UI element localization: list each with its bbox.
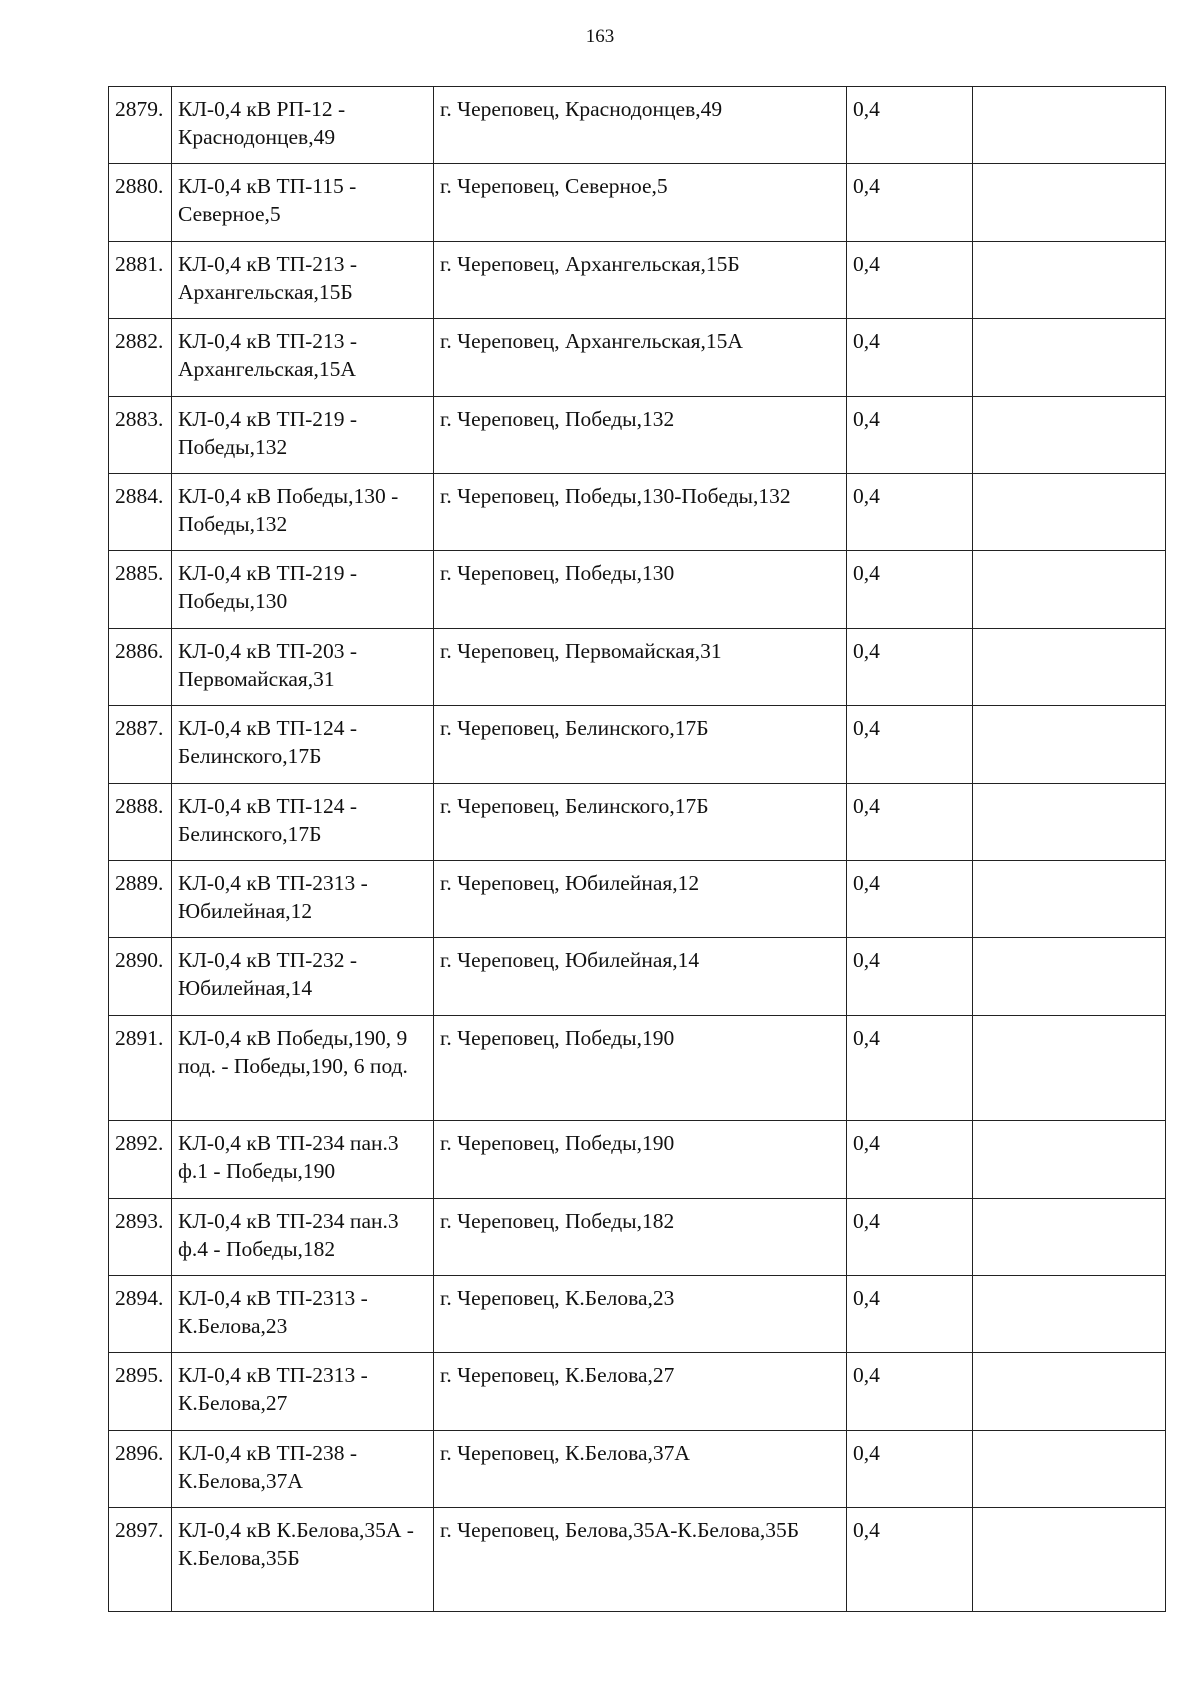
extra-cell (973, 1275, 1166, 1352)
table-row (109, 164, 1166, 241)
row-number: 2885. (109, 551, 172, 628)
row-number: 2897. (109, 1508, 172, 1612)
line-name: КЛ-0,4 кВ Победы,130 - Победы,132 (172, 473, 434, 550)
table-row (109, 1275, 1166, 1352)
table-row (109, 319, 1166, 396)
address: г. Череповец, Победы,130-Победы,132 (434, 473, 847, 550)
line-name: КЛ-0,4 кВ ТП-124 - Белинского,17Б (172, 783, 434, 860)
row-number: 2895. (109, 1353, 172, 1430)
registry-table (108, 86, 1166, 1612)
extra-cell (973, 87, 1166, 164)
table-row (109, 473, 1166, 550)
table-row (109, 628, 1166, 705)
table-row (109, 551, 1166, 628)
address: г. Череповец, Белинского,17Б (434, 783, 847, 860)
voltage: 0,4 (847, 1015, 973, 1121)
address: г. Череповец, Победы,130 (434, 551, 847, 628)
voltage: 0,4 (847, 706, 973, 783)
voltage: 0,4 (847, 1353, 973, 1430)
extra-cell (973, 1508, 1166, 1612)
row-number: 2882. (109, 319, 172, 396)
voltage: 0,4 (847, 1275, 973, 1352)
extra-cell (973, 1353, 1166, 1430)
voltage: 0,4 (847, 938, 973, 1015)
page-number: 163 (585, 26, 615, 47)
voltage: 0,4 (847, 241, 973, 318)
line-name: КЛ-0,4 кВ РП-12 - Краснодонцев,49 (172, 87, 434, 164)
line-name: КЛ-0,4 кВ ТП-2313 - Юбилейная,12 (172, 860, 434, 937)
extra-cell (973, 860, 1166, 937)
row-number: 2883. (109, 396, 172, 473)
line-name: КЛ-0,4 кВ ТП-234 пан.3 ф.1 - Победы,190 (172, 1121, 434, 1198)
address: г. Череповец, Архангельская,15А (434, 319, 847, 396)
voltage: 0,4 (847, 396, 973, 473)
voltage: 0,4 (847, 473, 973, 550)
voltage: 0,4 (847, 551, 973, 628)
extra-cell (973, 396, 1166, 473)
row-number: 2881. (109, 241, 172, 318)
line-name: КЛ-0,4 кВ ТП-213 - Архангельская,15А (172, 319, 434, 396)
voltage: 0,4 (847, 87, 973, 164)
table-row (109, 1430, 1166, 1507)
address: г. Череповец, К.Белова,27 (434, 1353, 847, 1430)
row-number: 2880. (109, 164, 172, 241)
voltage: 0,4 (847, 164, 973, 241)
address: г. Череповец, Архангельская,15Б (434, 241, 847, 318)
line-name: КЛ-0,4 кВ ТП-232 - Юбилейная,14 (172, 938, 434, 1015)
table-row (109, 706, 1166, 783)
extra-cell (973, 783, 1166, 860)
line-name: КЛ-0,4 кВ ТП-219 - Победы,130 (172, 551, 434, 628)
table-row (109, 1121, 1166, 1198)
voltage: 0,4 (847, 1430, 973, 1507)
table-row (109, 396, 1166, 473)
row-number: 2888. (109, 783, 172, 860)
voltage: 0,4 (847, 628, 973, 705)
address: г. Череповец, Северное,5 (434, 164, 847, 241)
row-number: 2893. (109, 1198, 172, 1275)
extra-cell (973, 241, 1166, 318)
table-row (109, 783, 1166, 860)
line-name: КЛ-0,4 кВ ТП-115 - Северное,5 (172, 164, 434, 241)
extra-cell (973, 473, 1166, 550)
address: г. Череповец, К.Белова,23 (434, 1275, 847, 1352)
address: г. Череповец, Победы,182 (434, 1198, 847, 1275)
address: г. Череповец, Юбилейная,12 (434, 860, 847, 937)
line-name: КЛ-0,4 кВ ТП-234 пан.3 ф.4 - Победы,182 (172, 1198, 434, 1275)
extra-cell (973, 1121, 1166, 1198)
row-number: 2891. (109, 1015, 172, 1121)
row-number: 2890. (109, 938, 172, 1015)
voltage: 0,4 (847, 783, 973, 860)
address: г. Череповец, Краснодонцев,49 (434, 87, 847, 164)
extra-cell (973, 164, 1166, 241)
row-number: 2879. (109, 87, 172, 164)
line-name: КЛ-0,4 кВ Победы,190, 9 под. - Победы,190, 6 под. (172, 1015, 434, 1121)
table-row (109, 1198, 1166, 1275)
table-row (109, 1015, 1166, 1121)
voltage: 0,4 (847, 1198, 973, 1275)
voltage: 0,4 (847, 1508, 973, 1612)
line-name: КЛ-0,4 кВ ТП-2313 - К.Белова,23 (172, 1275, 434, 1352)
line-name: КЛ-0,4 кВ ТП-124 - Белинского,17Б (172, 706, 434, 783)
row-number: 2889. (109, 860, 172, 937)
line-name: КЛ-0,4 кВ ТП-2313 - К.Белова,27 (172, 1353, 434, 1430)
line-name: КЛ-0,4 кВ К.Белова,35А - К.Белова,35Б (172, 1508, 434, 1612)
row-number: 2884. (109, 473, 172, 550)
row-number: 2896. (109, 1430, 172, 1507)
extra-cell (973, 628, 1166, 705)
line-name: КЛ-0,4 кВ ТП-238 - К.Белова,37А (172, 1430, 434, 1507)
table-row (109, 938, 1166, 1015)
line-name: КЛ-0,4 кВ ТП-219 - Победы,132 (172, 396, 434, 473)
extra-cell (973, 319, 1166, 396)
address: г. Череповец, Победы,190 (434, 1121, 847, 1198)
row-number: 2886. (109, 628, 172, 705)
address: г. Череповец, Победы,190 (434, 1015, 847, 1121)
table-row (109, 241, 1166, 318)
table-row (109, 860, 1166, 937)
row-number: 2887. (109, 706, 172, 783)
extra-cell (973, 1015, 1166, 1121)
line-name: КЛ-0,4 кВ ТП-203 - Первомайская,31 (172, 628, 434, 705)
address: г. Череповец, Первомайская,31 (434, 628, 847, 705)
address: г. Череповец, Белинского,17Б (434, 706, 847, 783)
line-name: КЛ-0,4 кВ ТП-213 - Архангельская,15Б (172, 241, 434, 318)
address: г. Череповец, Победы,132 (434, 396, 847, 473)
address: г. Череповец, Белова,35А-К.Белова,35Б (434, 1508, 847, 1612)
table-row (109, 1508, 1166, 1612)
address: г. Череповец, Юбилейная,14 (434, 938, 847, 1015)
voltage: 0,4 (847, 1121, 973, 1198)
voltage: 0,4 (847, 860, 973, 937)
table-row (109, 87, 1166, 164)
extra-cell (973, 938, 1166, 1015)
extra-cell (973, 706, 1166, 783)
extra-cell (973, 1430, 1166, 1507)
row-number: 2894. (109, 1275, 172, 1352)
address: г. Череповец, К.Белова,37А (434, 1430, 847, 1507)
extra-cell (973, 1198, 1166, 1275)
extra-cell (973, 551, 1166, 628)
voltage: 0,4 (847, 319, 973, 396)
row-number: 2892. (109, 1121, 172, 1198)
table-row (109, 1353, 1166, 1430)
